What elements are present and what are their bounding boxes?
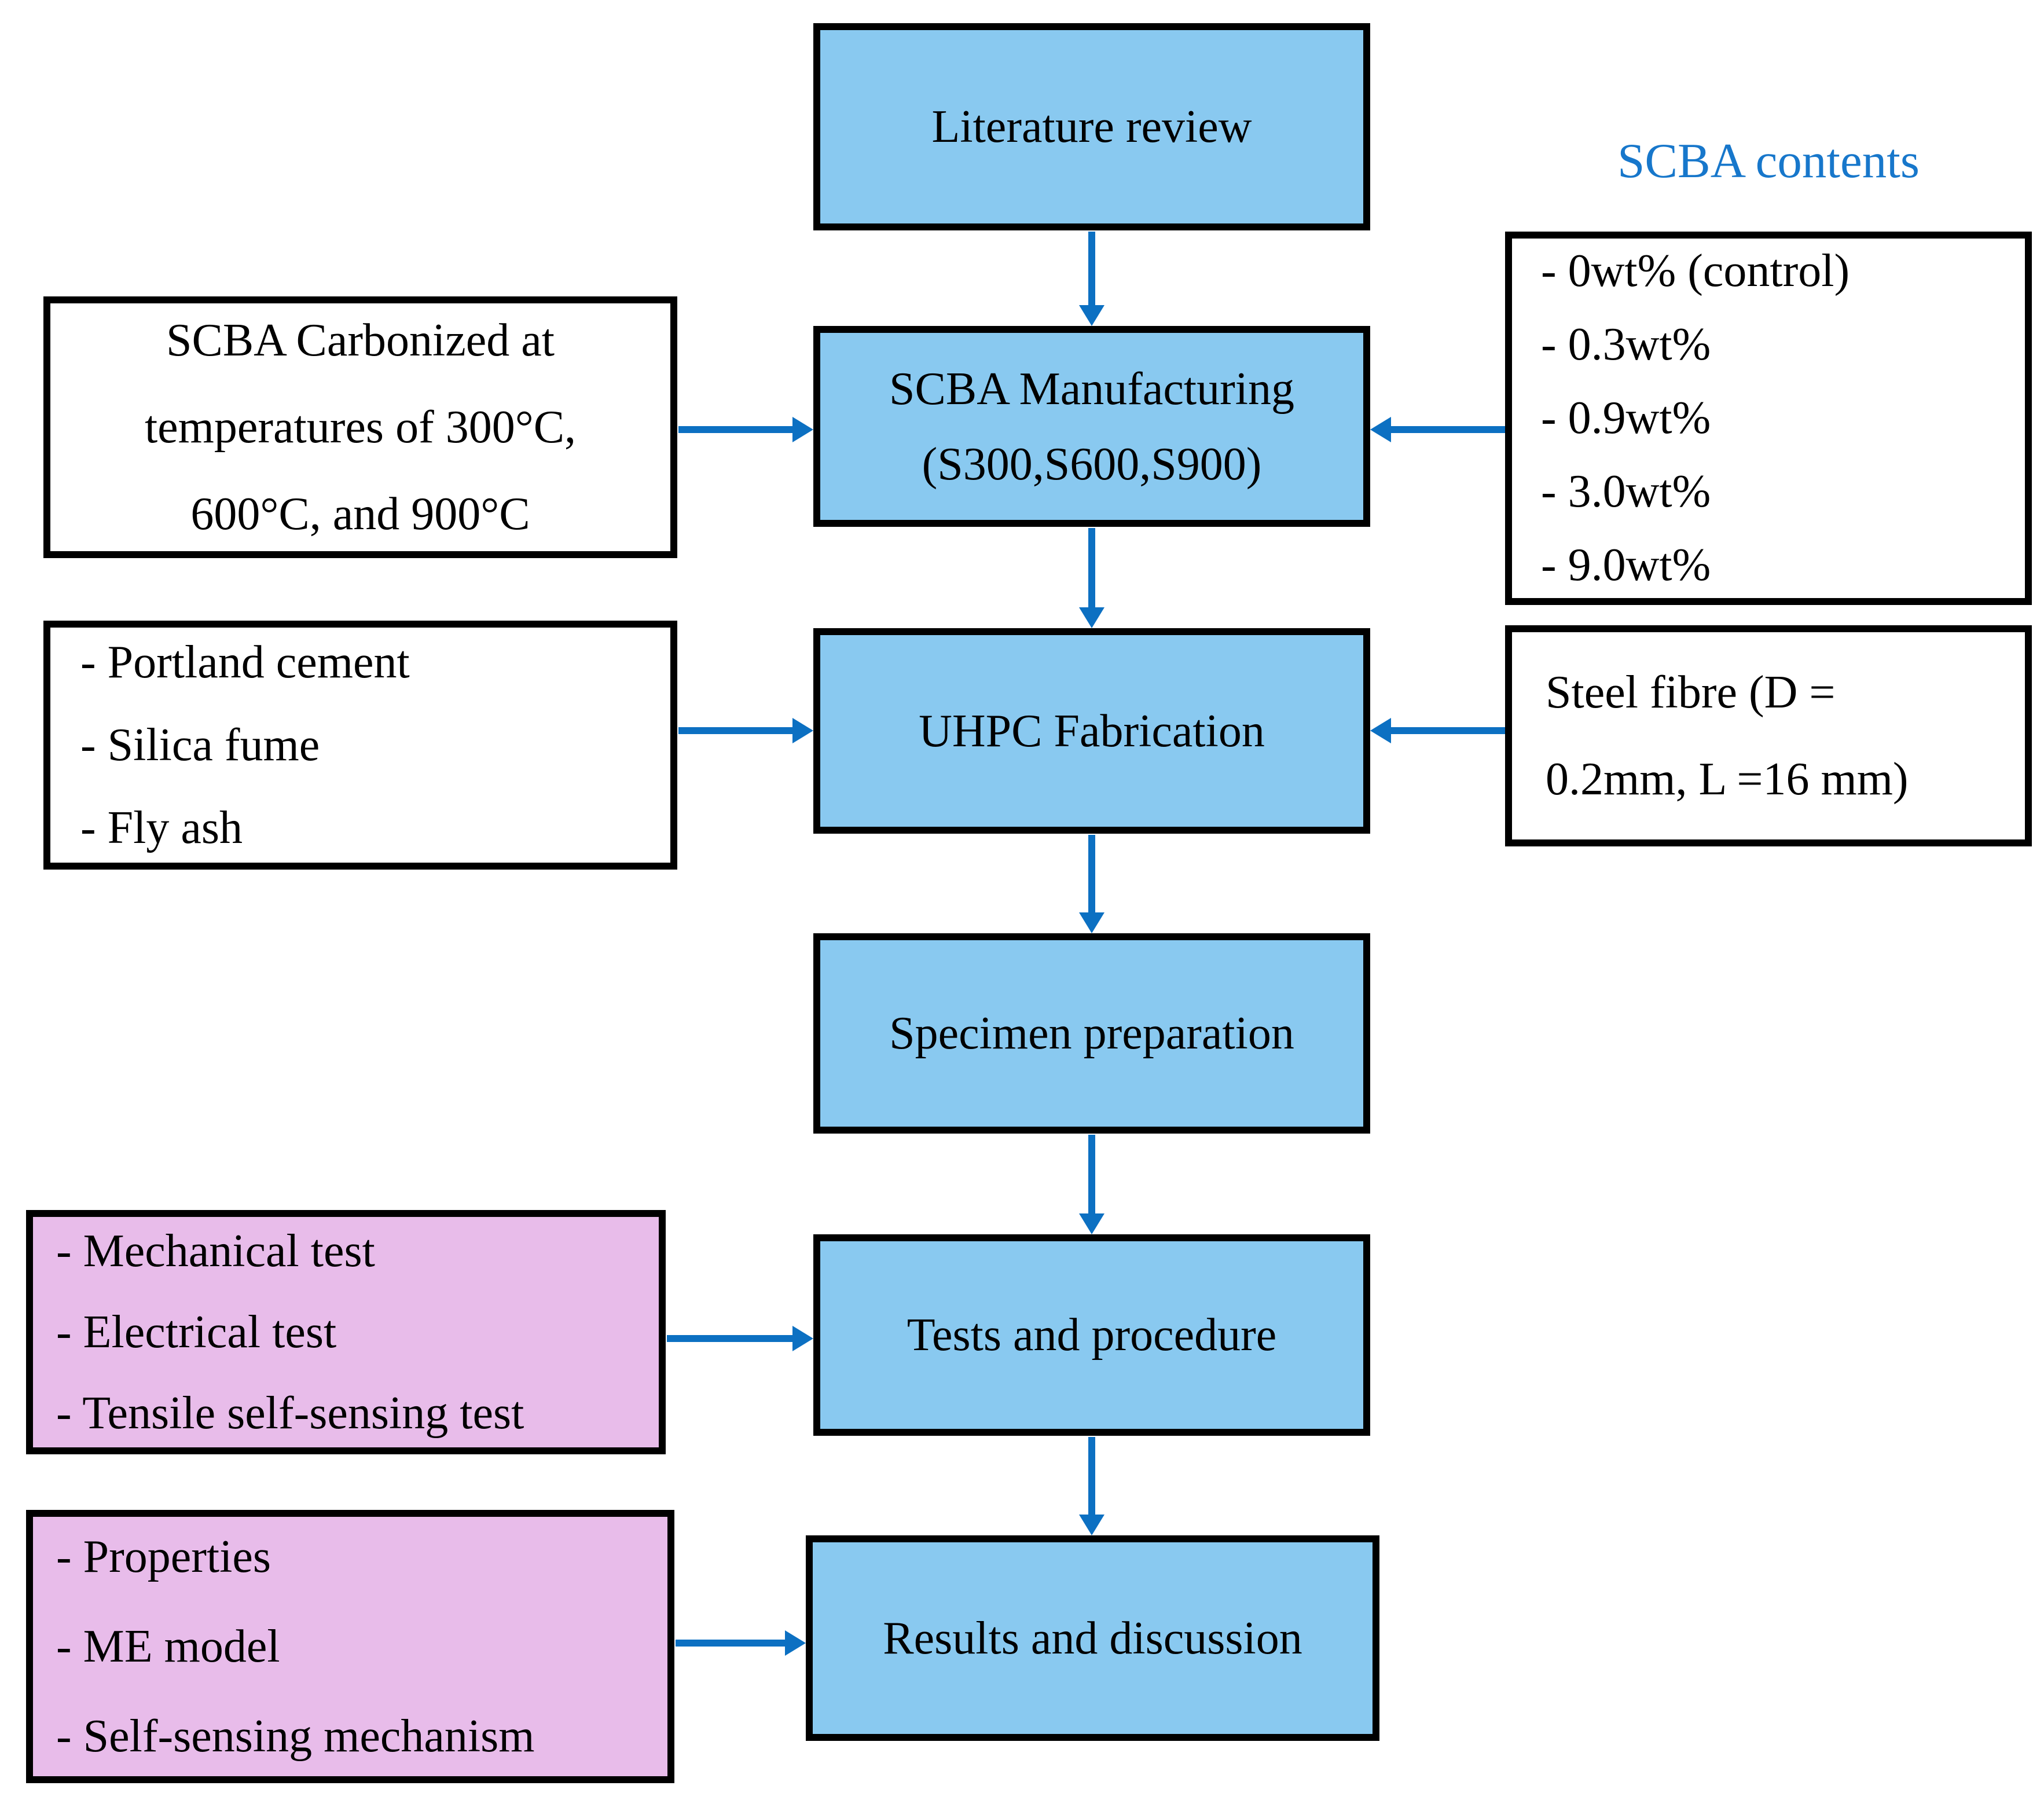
scba-contents-heading: SCBA contents <box>1617 134 1920 188</box>
arrow-test-types-to-tests <box>667 1335 792 1342</box>
specimen-preparation-label: Specimen preparation <box>889 1008 1294 1059</box>
steel-fibre-line2: 0.2mm, L =16 mm) <box>1546 754 1909 805</box>
analysis-topics-item-self-sensing-mechanism: - Self-sensing mechanism <box>56 1710 535 1762</box>
scba-manufacturing-label-line2: (S300,S600,S900) <box>922 438 1262 490</box>
literature-review-box <box>813 23 1370 230</box>
arrow-contents-to-manufacturing <box>1391 426 1505 433</box>
steel-fibre-line1: Steel fibre (D = <box>1546 667 1836 718</box>
scba-contents-item-03wt: - 0.3wt% <box>1541 319 1711 370</box>
literature-review-label: Literature review <box>931 101 1252 152</box>
scba-contents-item-09wt: - 0.9wt% <box>1541 393 1711 443</box>
arrow-manufacturing-to-fabrication <box>1088 528 1095 607</box>
scba-carbonized-line2: temperatures of 300°C, <box>144 402 577 453</box>
tests-and-procedure-box <box>813 1234 1370 1436</box>
uhpc-materials-item-portland-cement: - Portland cement <box>80 636 410 688</box>
scba-carbonized-line1: SCBA Carbonized at <box>166 315 555 366</box>
analysis-topics-box <box>26 1510 674 1783</box>
specimen-preparation-box <box>813 933 1370 1134</box>
arrow-fibre-to-fabrication <box>1391 727 1505 734</box>
analysis-topics-item-me-model: - ME model <box>56 1620 280 1672</box>
uhpc-fabrication-label: UHPC Fabrication <box>919 705 1265 757</box>
uhpc-fabrication-box <box>813 628 1370 834</box>
scba-contents-item-0wt: - 0wt% (control) <box>1541 245 1850 296</box>
scba-contents-item-90wt: - 9.0wt% <box>1541 540 1711 591</box>
steel-fibre-box <box>1505 625 2032 846</box>
analysis-topics-item-properties: - Properties <box>56 1531 271 1582</box>
arrow-tests-to-results <box>1088 1437 1095 1515</box>
test-types-box <box>26 1210 666 1454</box>
arrow-fabrication-to-specimen <box>1088 835 1095 912</box>
results-and-discussion-label: Results and discussion <box>883 1612 1302 1664</box>
scba-manufacturing-box <box>813 326 1370 527</box>
scba-manufacturing-label-line1: SCBA Manufacturing <box>889 363 1294 415</box>
arrow-analysis-to-results <box>676 1640 785 1647</box>
scba-contents-item-30wt: - 3.0wt% <box>1541 466 1711 517</box>
test-types-item-electrical: - Electrical test <box>56 1307 337 1358</box>
scba-contents-box <box>1505 232 2032 605</box>
scba-carbonized-line3: 600°C, and 900°C <box>190 489 530 540</box>
uhpc-materials-item-fly-ash: - Fly ash <box>80 802 243 853</box>
scba-carbonized-box <box>43 296 677 558</box>
arrow-carbonized-to-manufacturing <box>678 426 792 433</box>
arrow-literature-to-manufacturing <box>1088 232 1095 305</box>
arrow-materials-to-fabrication <box>678 727 792 734</box>
test-types-item-mechanical: - Mechanical test <box>56 1226 375 1277</box>
tests-and-procedure-label: Tests and procedure <box>907 1310 1277 1361</box>
uhpc-materials-item-silica-fume: - Silica fume <box>80 719 320 771</box>
uhpc-materials-box <box>43 621 677 870</box>
arrow-specimen-to-tests <box>1088 1135 1095 1213</box>
test-types-item-tensile-self-sensing: - Tensile self-sensing test <box>56 1388 524 1439</box>
results-and-discussion-box <box>806 1535 1379 1741</box>
